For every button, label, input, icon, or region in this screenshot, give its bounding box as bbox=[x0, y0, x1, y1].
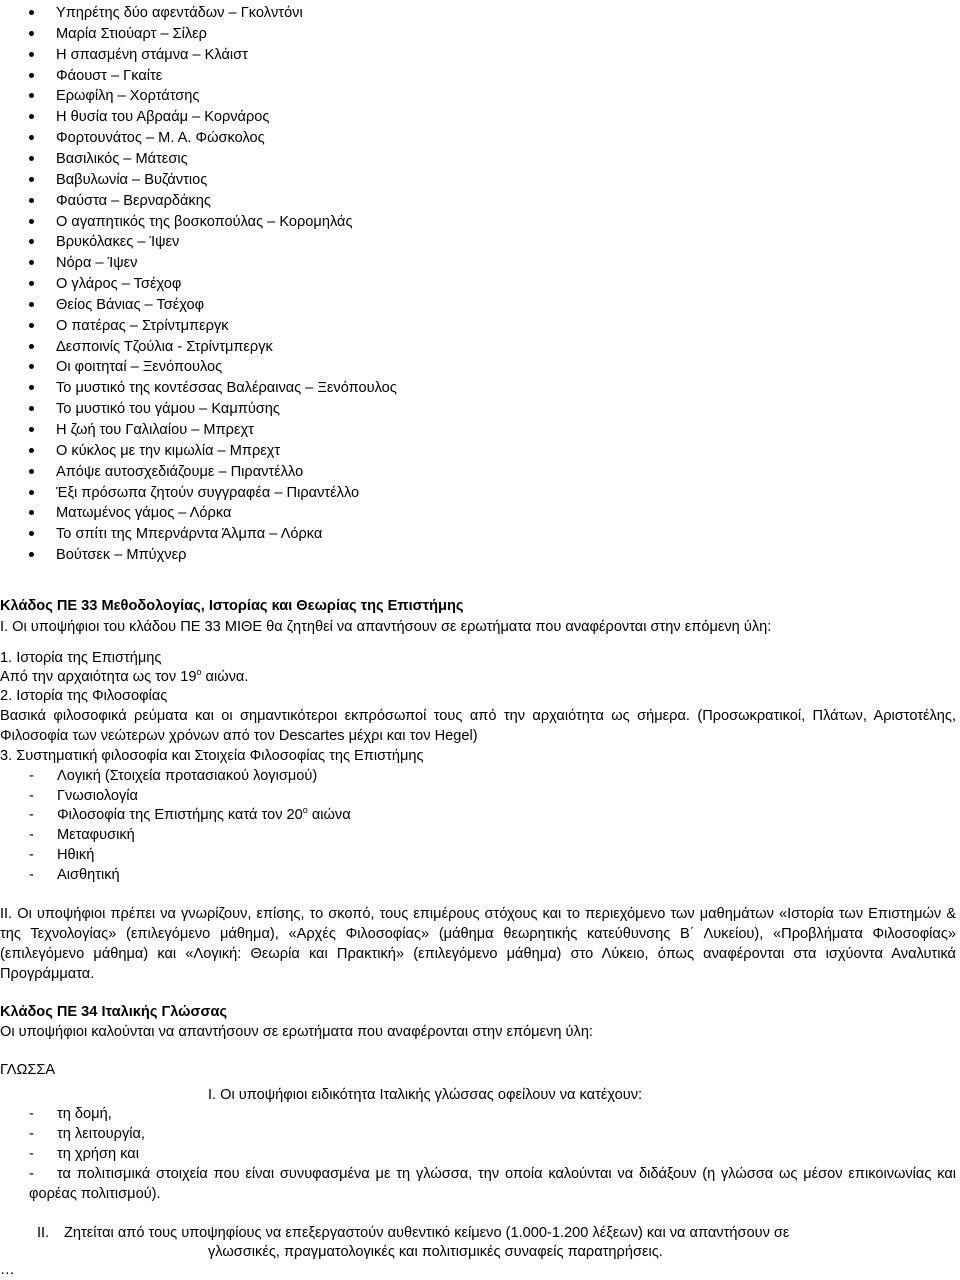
play-title: Το σπίτι της Μπερνάρντα Άλμπα – Λόρκα bbox=[56, 526, 323, 543]
play-title: Φαύστα – Βερναρδάκης bbox=[56, 192, 211, 209]
play-title: Φορτουνάτος – Μ. Α. Φώσκολος bbox=[56, 130, 265, 147]
pe33-item1-title: 1. Ιστορία της Επιστήμης bbox=[0, 650, 162, 666]
play-title: Βούτσεκ – Μπύχνερ bbox=[56, 547, 187, 564]
play-title: Η σπασμένη στάμνα – Κλάιστ bbox=[56, 46, 248, 63]
bullet-icon bbox=[29, 73, 34, 78]
play-title: Ματωμένος γάμος – Λόρκα bbox=[56, 505, 232, 522]
bullet-icon bbox=[29, 52, 34, 57]
play-title: Η ζωή του Γαλιλαίου – Μπρεχτ bbox=[56, 422, 254, 438]
bullet-icon bbox=[29, 490, 34, 495]
bullet-icon bbox=[29, 177, 34, 182]
play-title: Υπηρέτης δύο αφεντάδων – Γκολντόνι bbox=[56, 5, 303, 21]
play-title: Η θυσία του Αβραάμ – Κορνάρος bbox=[56, 109, 270, 126]
ellipsis: … bbox=[0, 1262, 15, 1278]
bullet-icon bbox=[29, 531, 34, 536]
pe34-point2-a: Ζητείται από τους υποψηφίους να επεξεργαστούν αυθεντικό κείμενο (1.000-1.200 λέξεων) και να απαντήσουν σε bbox=[64, 1225, 790, 1241]
pe34-heading: Κλάδος ΠΕ 34 Ιταλικής Γλώσσας bbox=[0, 1004, 228, 1020]
play-title: Το μυστικό της κοντέσσας Βαλέραινας – Ξενόπουλος bbox=[56, 380, 397, 397]
play-title: Ερωφίλη – Χορτάτσης bbox=[56, 88, 200, 105]
play-title: Βασιλικός – Μάτεσις bbox=[56, 150, 188, 167]
pe33-section2: II. Οι υποψήφιοι πρέπει να γνωρίζουν, επίσης, το σκοπό, τους επιμέρους στόχους και το περιεχόμενο των μαθημάτων «Ιστορία των Επιστημών & της Τεχνολογίας» (επιλεγόμενο μάθημα), «Αρχές Φιλοσοφίας» (μάθημα θεωρητικής κατεύθυνσης Β΄ Λυκείου), «Προβλήματα Φιλοσοφίας» (επιλεγόμενο μάθημα) και «Λογική: Θεωρία και Πρακτική» (επιλεγόμενο μάθημα) στο Λύκειο, όπως αναφέρονται στα ισχύοντα Αναλυτικά Προγράμματα. bbox=[0, 906, 956, 982]
pe34-point2-num: II. bbox=[37, 1225, 50, 1241]
play-title: Οι φοιτηταί – Ξενόπουλος bbox=[56, 359, 223, 376]
pe34-intro: Οι υποψήφιοι καλούνται να απαντήσουν σε ερωτήματα που αναφέρονται στην επόμενη ύλη: bbox=[0, 1024, 593, 1040]
bullet-icon bbox=[29, 114, 34, 119]
bullet-icon bbox=[29, 364, 34, 369]
bullet-icon bbox=[29, 219, 34, 224]
bullet-icon bbox=[29, 302, 34, 307]
pe33-item2-text: Βασικά φιλοσοφικά ρεύματα και οι σημαντικότεροι εκπρόσωποί τους από την αρχαιότητα ως σήμερα. (Προσωκρατικοί, Πλάτων, Αριστοτέλης, Φιλοσοφία των νεώτερων χρόνων από τον Descartes μέχρι και τον Hegel) bbox=[0, 708, 956, 744]
pe33-item2-title: 2. Ιστορία της Φιλοσοφίας bbox=[0, 688, 168, 704]
play-title: Νόρα – Ίψεν bbox=[56, 255, 138, 272]
bullet-icon bbox=[29, 260, 34, 265]
bullet-icon bbox=[29, 510, 34, 515]
bullet-icon bbox=[29, 239, 34, 244]
play-title: Ο πατέρας – Στρίντμπεργκ bbox=[56, 317, 229, 334]
bullet-icon bbox=[29, 448, 34, 453]
bullet-icon bbox=[29, 427, 34, 432]
pe33-heading: Κλάδος ΠΕ 33 Μεθοδολογίας, Ιστορίας και Θεωρίας της Επιστήμης bbox=[0, 598, 464, 614]
bullet-icon bbox=[29, 135, 34, 140]
bullet-icon bbox=[29, 281, 34, 286]
pe34-section-label: ΓΛΩΣΣΑ bbox=[0, 1062, 56, 1078]
bullet-icon bbox=[29, 406, 34, 411]
play-title: Θείος Βάνιας – Τσέχοφ bbox=[56, 296, 205, 313]
bullet-icon bbox=[29, 469, 34, 474]
play-title: Απόψε αυτοσχεδιάζουμε – Πιραντέλλο bbox=[56, 463, 304, 480]
pe33-intro: I. Οι υποψήφιοι του κλάδου ΠΕ 33 ΜΙΘΕ θα ζητηθεί να απαντήσουν σε ερωτήματα που αναφέρονται στην επόμενη ύλη: bbox=[0, 619, 772, 635]
play-title: Βαβυλωνία – Βυζάντιος bbox=[56, 171, 208, 188]
bullet-icon bbox=[29, 156, 34, 161]
play-title: Το μυστικό του γάμου – Καμπύσης bbox=[56, 401, 280, 418]
pe34-list-item-last: - τα πολιτισμικά στοιχεία που είναι συνυφασμένα με τη γλώσσα, την οποία καλούνται να διδάξουν (η γλώσσα ως μέσον επικοινωνίας και φορέας πολιτισμού). bbox=[29, 1166, 956, 1202]
pe34-point2-b: γλωσσικές, πραγματολογικές και πολιτισμικές συναφείς παρατηρήσεις. bbox=[208, 1244, 663, 1260]
bullet-icon bbox=[29, 385, 34, 390]
pe34-point1: I. Οι υποψήφιοι ειδικότητα Ιταλικής γλώσσας οφείλουν να κατέχουν: bbox=[208, 1087, 643, 1103]
play-title: Φάουστ – Γκαίτε bbox=[56, 67, 163, 84]
play-title: Ο κύκλος με την κιμωλία – Μπρεχτ bbox=[56, 442, 281, 459]
bullet-icon bbox=[29, 10, 34, 15]
bullet-icon bbox=[29, 198, 34, 203]
pe33-item1-text: Από την αρχαιότητα ως τον $19^o$ αιώνα. bbox=[0, 667, 249, 685]
play-title: Βρυκόλακες – Ίψεν bbox=[56, 234, 180, 251]
play-title: Έξι πρόσωπα ζητούν συγγραφέα – Πιραντέλλο bbox=[56, 484, 360, 501]
play-title: Ο γλάρος – Τσέχοφ bbox=[56, 276, 182, 293]
play-title: Ο αγαπητικός της βοσκοπούλας – Κορομηλάς bbox=[56, 213, 353, 230]
bullet-icon bbox=[29, 31, 34, 36]
bullet-icon bbox=[29, 323, 34, 328]
pe33-item3-title: 3. Συστηματική φιλοσοφία και Στοιχεία Φιλοσοφίας της Επιστήμης bbox=[0, 748, 424, 764]
play-title: Δεσποινίς Τζούλια - Στρίντμπεργκ bbox=[56, 338, 273, 355]
bullet-icon bbox=[29, 344, 34, 349]
play-title: Μαρία Στιούαρτ – Σίλερ bbox=[56, 25, 207, 42]
bullet-icon bbox=[29, 552, 34, 557]
bullet-icon bbox=[29, 93, 34, 98]
